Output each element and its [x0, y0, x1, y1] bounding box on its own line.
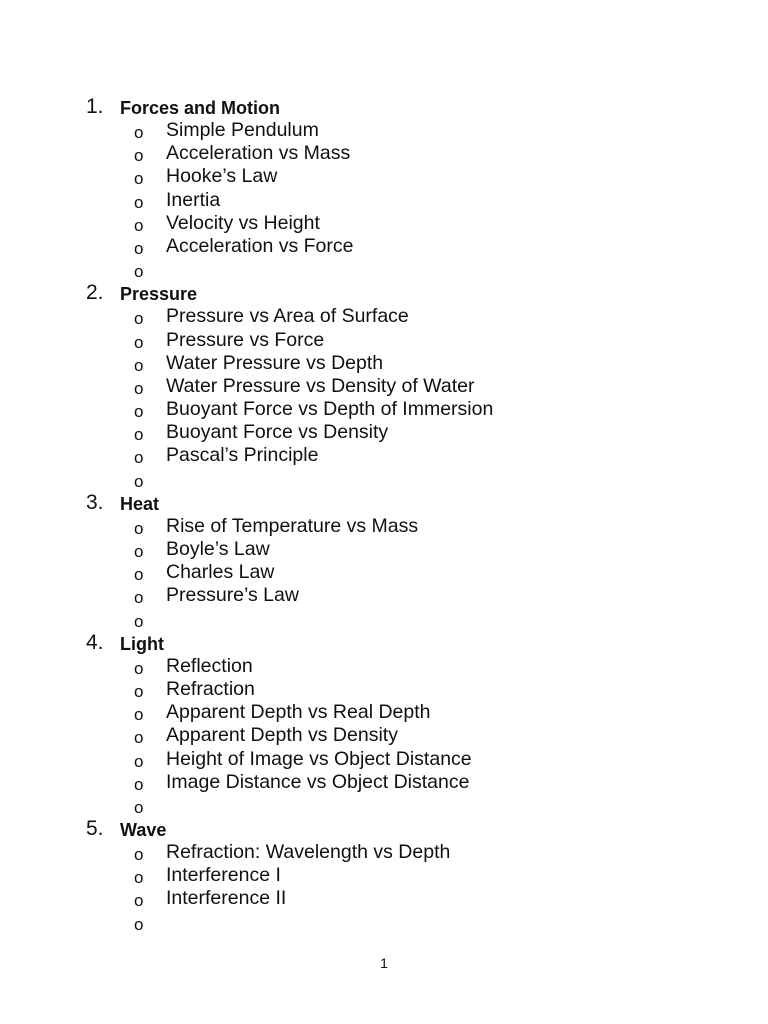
subtopic-item	[0, 235, 768, 258]
topic-number: 5.	[86, 817, 104, 841]
hollow-bullet-icon: o	[134, 542, 144, 561]
subtopic-label: Refraction	[166, 677, 255, 700]
subtopic-label: Boyle’s Law	[166, 538, 270, 560]
hollow-bullet-icon: o	[134, 215, 144, 235]
subtopic-label: Buoyant Force vs Depth of Immersion	[166, 398, 494, 421]
subtopic-label: Image Distance vs Object Distance	[166, 770, 470, 793]
subtopic-label: Pressure vs Area of Surface	[166, 305, 409, 328]
subtopic-item	[0, 119, 768, 142]
hollow-bullet-icon: o	[134, 355, 144, 375]
hollow-bullet-icon: o	[134, 402, 144, 422]
subtopic-item	[0, 561, 768, 584]
topic-title: Pressure	[120, 284, 198, 305]
hollow-bullet-icon: o	[134, 797, 144, 817]
hollow-bullet-icon: o	[134, 146, 144, 166]
topic-section	[0, 281, 768, 491]
hollow-bullet-icon: o	[134, 518, 144, 538]
subtopic-label: Pressure vs Force	[166, 328, 325, 351]
topic-title: Forces and Motion	[120, 98, 281, 118]
subtopic-item	[0, 398, 768, 421]
topic-number: 1.	[86, 95, 104, 118]
hollow-bullet-icon: o	[134, 891, 144, 911]
subtopic-list	[0, 305, 768, 491]
hollow-bullet-icon: o	[134, 705, 144, 725]
hollow-bullet-icon: o	[134, 192, 144, 212]
subtopic-label: Simple Pendulum	[166, 119, 319, 141]
subtopic-label: Velocity vs Height	[166, 211, 320, 234]
subtopic-label: Acceleration vs Force	[166, 234, 354, 257]
subtopic-item	[0, 771, 768, 794]
subtopic-item	[0, 189, 768, 212]
subtopic-item	[0, 608, 768, 631]
subtopic-item	[0, 748, 768, 771]
hollow-bullet-icon: o	[134, 774, 144, 794]
hollow-bullet-icon: o	[134, 471, 144, 491]
hollow-bullet-icon: o	[134, 611, 144, 631]
hollow-bullet-icon: o	[134, 238, 144, 258]
topic-section	[0, 491, 768, 631]
hollow-bullet-icon: o	[134, 262, 144, 282]
topic-section	[0, 631, 768, 817]
topic-header	[0, 631, 768, 655]
subtopic-label: Pascal’s Principle	[166, 444, 319, 467]
subtopic-list	[0, 515, 768, 631]
subtopic-label: Apparent Depth vs Real Depth	[166, 701, 431, 724]
topic-section	[0, 817, 768, 934]
subtopic-item	[0, 678, 768, 701]
subtopic-item	[0, 258, 768, 281]
subtopic-item	[0, 375, 768, 398]
subtopic-item	[0, 165, 768, 188]
subtopic-list	[0, 841, 768, 934]
topic-section	[0, 95, 768, 281]
subtopic-item	[0, 841, 768, 864]
hollow-bullet-icon: o	[134, 425, 144, 445]
hollow-bullet-icon: o	[134, 332, 144, 352]
topic-outline	[0, 95, 768, 934]
hollow-bullet-icon: o	[134, 728, 144, 748]
subtopic-item	[0, 794, 768, 817]
hollow-bullet-icon: o	[134, 658, 144, 678]
subtopic-label: Buoyant Force vs Density	[166, 421, 389, 444]
topic-title: Heat	[120, 493, 160, 514]
subtopic-item	[0, 212, 768, 235]
subtopic-item	[0, 584, 768, 607]
subtopic-label: Reflection	[166, 654, 253, 677]
subtopic-item	[0, 352, 768, 375]
hollow-bullet-icon: o	[134, 588, 144, 608]
subtopic-item	[0, 911, 768, 934]
subtopic-label: Water Pressure vs Depth	[166, 351, 384, 374]
subtopic-item	[0, 421, 768, 444]
topic-header	[0, 95, 768, 119]
hollow-bullet-icon: o	[134, 169, 144, 189]
subtopic-item	[0, 142, 768, 165]
hollow-bullet-icon: o	[134, 845, 144, 865]
subtopic-label: Apparent Depth vs Density	[166, 724, 398, 747]
subtopic-item	[0, 305, 768, 328]
subtopic-item	[0, 515, 768, 538]
subtopic-item	[0, 701, 768, 724]
hollow-bullet-icon: o	[134, 378, 144, 398]
topic-number: 4.	[86, 630, 104, 654]
subtopic-label: Acceleration vs Mass	[166, 142, 351, 165]
hollow-bullet-icon: o	[134, 123, 144, 142]
subtopic-label: Inertia	[166, 188, 221, 211]
subtopic-item	[0, 864, 768, 887]
hollow-bullet-icon: o	[134, 681, 144, 701]
hollow-bullet-icon: o	[134, 914, 144, 934]
subtopic-label: Pressure’s Law	[166, 584, 299, 607]
topic-number: 2.	[86, 281, 104, 305]
subtopic-label: Height of Image vs Object Distance	[166, 747, 472, 770]
topic-title: Wave	[120, 820, 167, 841]
subtopic-label: Water Pressure vs Density of Water	[166, 374, 475, 397]
hollow-bullet-icon: o	[134, 309, 144, 329]
subtopic-label: Rise of Temperature vs Mass	[166, 514, 419, 537]
hollow-bullet-icon: o	[134, 868, 144, 888]
subtopic-list	[0, 119, 768, 281]
hollow-bullet-icon: o	[134, 565, 144, 585]
topic-header	[0, 281, 768, 305]
subtopic-label: Interference I	[166, 864, 281, 887]
subtopic-label: Refraction: Wavelength vs Depth	[166, 841, 451, 864]
subtopic-item	[0, 538, 768, 561]
topic-header	[0, 491, 768, 515]
subtopic-item	[0, 887, 768, 910]
subtopic-item	[0, 724, 768, 747]
hollow-bullet-icon: o	[134, 448, 144, 468]
subtopic-list	[0, 655, 768, 817]
subtopic-item	[0, 329, 768, 352]
topic-header	[0, 817, 768, 841]
subtopic-label: Interference II	[166, 887, 287, 910]
topic-title: Light	[120, 633, 164, 654]
subtopic-label: Hooke’s Law	[166, 165, 278, 188]
subtopic-item	[0, 468, 768, 491]
page-number: 1	[380, 955, 388, 971]
subtopic-item	[0, 655, 768, 678]
subtopic-label: Charles Law	[166, 561, 275, 584]
hollow-bullet-icon: o	[134, 751, 144, 771]
subtopic-item	[0, 444, 768, 467]
topic-number: 3.	[86, 490, 104, 514]
